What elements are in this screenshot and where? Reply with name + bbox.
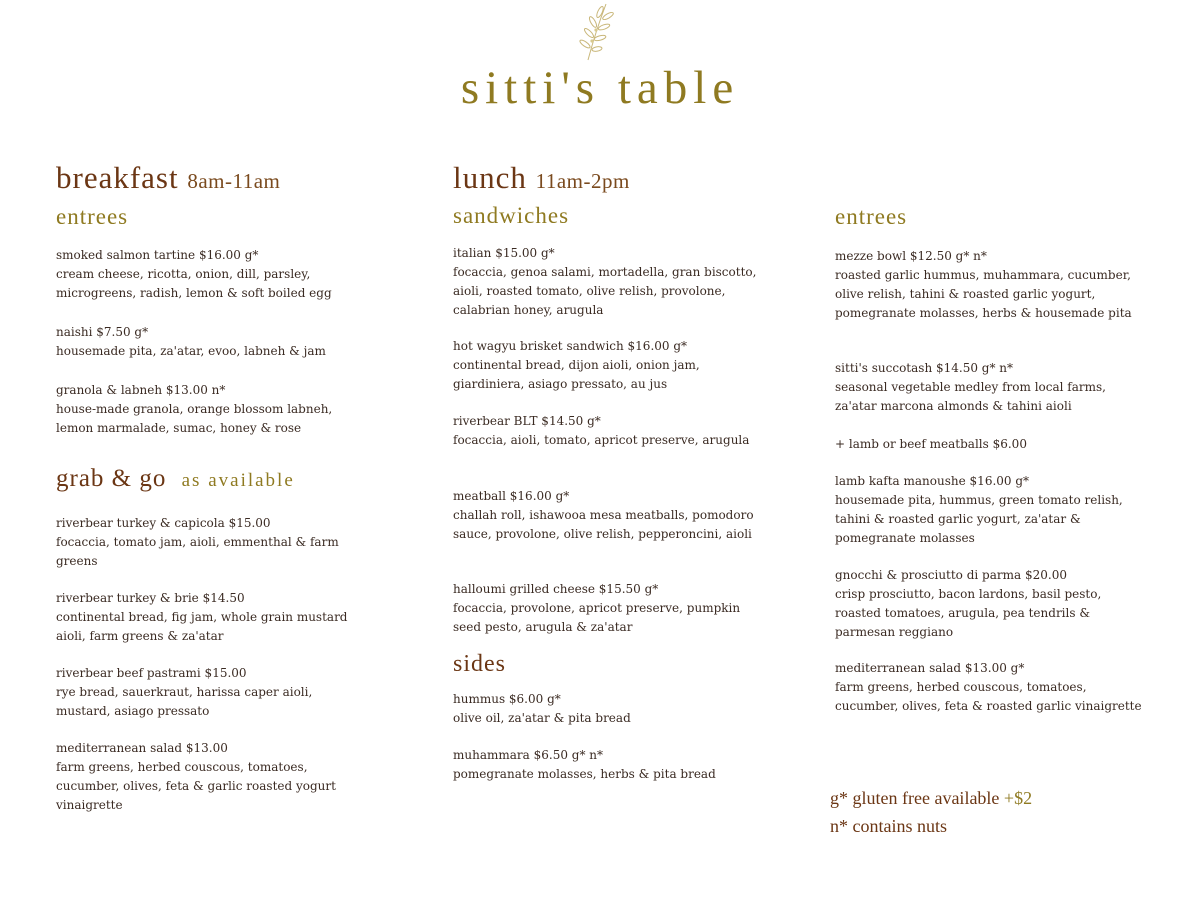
breakfast-title: breakfast xyxy=(56,160,179,195)
item-name: lamb kafta manoushe $16.00 g* xyxy=(835,474,1030,488)
item-description: olive oil, za'atar & pita bread xyxy=(453,711,631,725)
menu-item xyxy=(453,690,763,728)
item-name: sitti's succotash $14.50 g* n* xyxy=(835,361,1014,375)
menu-item xyxy=(56,381,366,438)
item-description: housemade pita, za'atar, evoo, labneh & jam xyxy=(56,344,326,358)
item-description: focaccia, tomato jam, aioli, emmenthal & farm greens xyxy=(56,535,339,568)
item-description: rye bread, sauerkraut, harissa caper aioli, mustard, asiago pressato xyxy=(56,685,313,718)
item-description: seasonal vegetable medley from local farms, za'atar marcona almonds & tahini aioli xyxy=(835,380,1106,413)
item-name: riverbear turkey & brie $14.50 xyxy=(56,591,245,605)
menu-item xyxy=(835,566,1145,642)
menu-item xyxy=(453,746,763,784)
item-description: crisp prosciutto, bacon lardons, basil pesto, roasted tomatoes, arugula, pea tendrils & parmesan reggiano xyxy=(835,587,1102,639)
menu-item xyxy=(835,247,1145,323)
menu-item xyxy=(453,244,763,320)
item-name: italian $15.00 g* xyxy=(453,246,555,260)
item-description: housemade pita, hummus, green tomato relish, tahini & roasted garlic yogurt, za'atar & pomegranate molasses xyxy=(835,493,1123,545)
menu-item xyxy=(56,739,366,815)
lunch-title: lunch xyxy=(453,160,527,195)
menu-item xyxy=(56,246,366,303)
olive-branch-icon xyxy=(570,0,620,62)
item-name: naishi $7.50 g* xyxy=(56,325,149,339)
item-description: pomegranate molasses, herbs & pita bread xyxy=(453,767,716,781)
menu-item xyxy=(453,580,763,637)
menu-item xyxy=(835,359,1145,416)
item-name: riverbear beef pastrami $15.00 xyxy=(56,666,247,680)
item-description: cream cheese, ricotta, onion, dill, parsley, microgreens, radish, lemon & soft boiled egg xyxy=(56,267,332,300)
item-description: continental bread, fig jam, whole grain mustard aioli, farm greens & za'atar xyxy=(56,610,348,643)
grab-and-go-note: as available xyxy=(181,470,295,491)
lunch-entrees-heading: entrees xyxy=(835,204,908,229)
item-description: focaccia, aioli, tomato, apricot preserve, arugula xyxy=(453,433,750,447)
item-description: challah roll, ishawooa mesa meatballs, pomodoro sauce, provolone, olive relish, pepperoncini, aioli xyxy=(453,508,754,541)
gluten-free-note xyxy=(830,784,1170,812)
item-description: roasted garlic hummus, muhammara, cucumber, olive relish, tahini & roasted garlic yogurt, pomegranate molasses, herbs & housemade pita xyxy=(835,268,1132,320)
item-name: riverbear turkey & capicola $15.00 xyxy=(56,516,271,530)
item-description: farm greens, herbed couscous, tomatoes, cucumber, olives, feta & garlic roasted yogurt vinaigrette xyxy=(56,760,336,812)
sides-heading: sides xyxy=(453,651,506,677)
item-name: smoked salmon tartine $16.00 g* xyxy=(56,248,259,262)
contains-nuts-note: n* contains nuts xyxy=(830,816,947,836)
menu-item xyxy=(453,337,763,394)
menu-item xyxy=(56,589,366,646)
menu-item xyxy=(835,659,1145,716)
item-name: granola & labneh $13.00 n* xyxy=(56,383,226,397)
item-description: focaccia, genoa salami, mortadella, gran biscotto, aioli, roasted tomato, olive relish, provolone, calabrian honey, arugula xyxy=(453,265,757,317)
menu-item xyxy=(453,487,763,544)
item-name: mediterranean salad $13.00 g* xyxy=(835,661,1025,675)
breakfast-hours: 8am-11am xyxy=(187,169,281,193)
restaurant-name: sitti's table xyxy=(460,62,740,114)
item-description: farm greens, herbed couscous, tomatoes, cucumber, olives, feta & roasted garlic vinaigrette xyxy=(835,680,1142,713)
item-name: hummus $6.00 g* xyxy=(453,692,561,706)
lunch-heading xyxy=(453,160,630,199)
menu-item xyxy=(56,664,366,721)
item-name: mezze bowl $12.50 g* n* xyxy=(835,249,987,263)
menu-item xyxy=(835,435,1145,454)
item-name: muhammara $6.50 g* n* xyxy=(453,748,603,762)
item-name: gnocchi & prosciutto di parma $20.00 xyxy=(835,568,1067,582)
menu-item xyxy=(453,412,763,450)
breakfast-heading xyxy=(56,160,280,199)
menu-item xyxy=(56,323,366,361)
lunch-hours: 11am-2pm xyxy=(535,169,630,193)
gluten-free-text: g* gluten free available xyxy=(830,788,1000,808)
item-description: house-made granola, orange blossom labneh, lemon marmalade, sumac, honey & rose xyxy=(56,402,333,435)
item-name: halloumi grilled cheese $15.50 g* xyxy=(453,582,659,596)
menu-item xyxy=(56,514,366,571)
grab-and-go-heading xyxy=(56,465,295,495)
sandwiches-heading: sandwiches xyxy=(453,203,570,228)
gluten-free-surcharge: +$2 xyxy=(1003,788,1033,808)
item-name: hot wagyu brisket sandwich $16.00 g* xyxy=(453,339,688,353)
item-description: focaccia, provolone, apricot preserve, pumpkin seed pesto, arugula & za'atar xyxy=(453,601,741,634)
breakfast-entrees-heading: entrees xyxy=(56,204,129,229)
item-description: continental bread, dijon aioli, onion jam, giardiniera, asiago pressato, au jus xyxy=(453,358,700,391)
item-name: riverbear BLT $14.50 g* xyxy=(453,414,601,428)
grab-and-go-title: grab & go xyxy=(56,465,167,492)
item-name: + lamb or beef meatballs $6.00 xyxy=(835,437,1027,451)
dietary-legend xyxy=(830,784,1170,840)
menu-item xyxy=(835,472,1145,548)
item-name: mediterranean salad $13.00 xyxy=(56,741,228,755)
item-name: meatball $16.00 g* xyxy=(453,489,570,503)
